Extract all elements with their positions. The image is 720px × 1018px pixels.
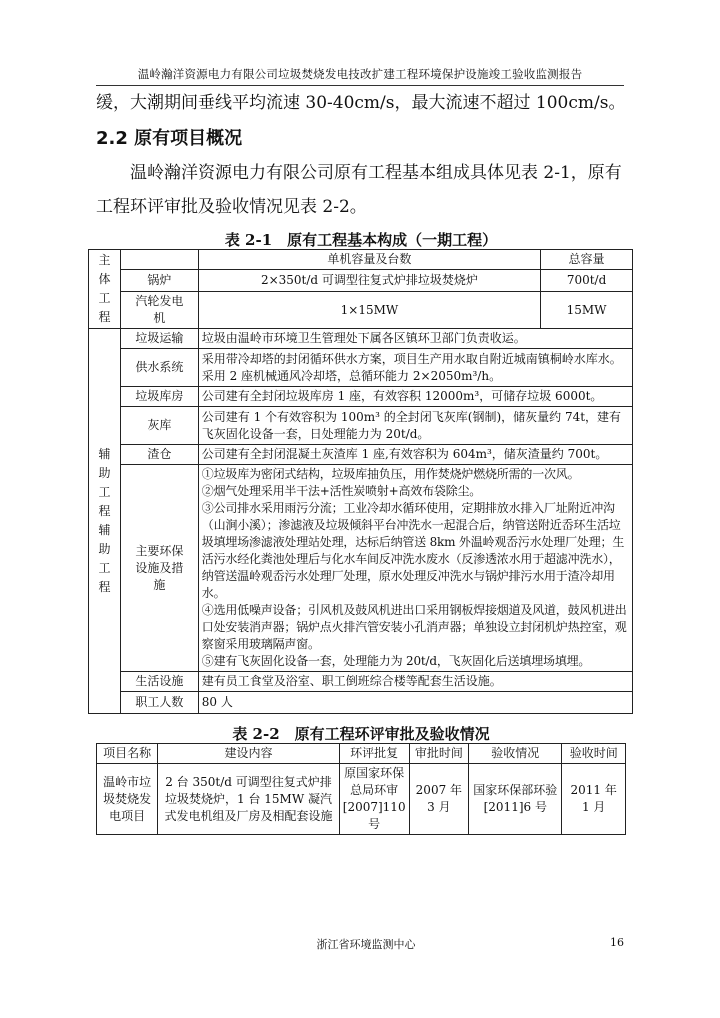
cell-acceptance: 国家环保部环验[2011]6 号 <box>469 764 562 835</box>
main-project-label: 主 体 工 程 <box>89 250 121 329</box>
row-detail: 公司建有全封闭垃圾库房 1 座，有效容积 12000m³，可储存垃圾 6000t。 <box>198 387 632 407</box>
page-header: 温岭瀚洋资源电力有限公司垃圾焚烧发电技改扩建工程环境保护设施竣工验收监测报告 <box>96 66 624 86</box>
row-total: 15MW <box>541 292 633 329</box>
header-total: 总容量 <box>541 250 633 270</box>
table-row <box>89 329 633 349</box>
row-name: 渣仓 <box>120 445 198 465</box>
table2-caption: 表 2-2 原有工程环评审批及验收情况 <box>232 725 490 743</box>
row-name: 汽轮发电 机 <box>120 292 198 329</box>
cell-construction: 2 台 350t/d 可调型往复式炉排垃圾焚烧炉，1 台 15MW 凝汽式发电机组及厂房及相配套设施 <box>158 764 340 835</box>
row-detail: 80 人 <box>198 692 632 714</box>
table-row <box>97 744 626 764</box>
col-header: 环评批复 <box>339 744 409 764</box>
row-name: 垃圾库房 <box>120 387 198 407</box>
table-row <box>89 692 633 714</box>
row-detail: 建有员工食堂及浴室、职工倒班综合楼等配套生活设施。 <box>198 672 632 692</box>
row-name: 主要环保 设施及措 施 <box>120 465 198 672</box>
row-detail: 采用带冷却塔的封闭循环供水方案，项目生产用水取自附近城南镇桐岭水库水。采用 2 座机械通风冷却塔，总循环能力 2×2050m³/h。 <box>198 349 632 387</box>
table1-caption: 表 2-1 原有工程基本构成（一期工程） <box>224 231 498 249</box>
table-row <box>97 764 626 835</box>
col-header: 验收情况 <box>469 744 562 764</box>
row-detail: ①垃圾库为密闭式结构，垃圾库抽负压，用作焚烧炉燃烧所需的一次风。 ②烟气处理采用半干法+活性炭喷射+高效布袋除尘。 ③公司排水采用雨污分流；工业冷却水循环使用，定期排放水排入厂址附近冲沟（山涧小溪）；渗滤液及垃圾倾斜平台冲洗水一起混合后，纳管送附近岙环生活垃圾填埋场渗滤液处理站处理，达标后纳管送 8km 外温岭观岙污水处理厂处理；生活污水经化粪池处理后与化水车间反冲洗水废水（反渗透浓水用于超滤冲洗水），纳管送温岭观岙污水处理厂处理，原水处理反冲洗水与锅炉排污水用于渣冷却用水。 ④选用低噪声设备；引风机及鼓风机进出口采用钢板焊接烟道及风道，鼓风机进出口处安装消声器；锅炉点火排汽管安装小孔消声器；单独设立封闭机炉热控室，观察窗采用玻璃隔声窗。 ⑤建有飞灰固化设备一套，处理能力为 20t/d，飞灰固化后送填埋场填埋。 <box>198 465 632 672</box>
table-row <box>89 407 633 445</box>
col-header: 项目名称 <box>97 744 158 764</box>
table-row <box>89 387 633 407</box>
row-name: 职工人数 <box>120 692 198 714</box>
page-number: 16 <box>610 936 624 949</box>
table-basic-composition <box>88 249 633 714</box>
cell-approval-date: 2007 年 3 月 <box>409 764 469 835</box>
row-name: 垃圾运输 <box>120 329 198 349</box>
table-row <box>89 465 633 672</box>
row-name: 生活设施 <box>120 672 198 692</box>
table-approval-status <box>96 743 626 835</box>
row-name: 锅炉 <box>120 270 198 292</box>
row-detail: 2×350t/d 可调型往复式炉排垃圾焚烧炉 <box>198 270 540 292</box>
row-name: 供水系统 <box>120 349 198 387</box>
col-header: 审批时间 <box>409 744 469 764</box>
row-detail: 公司建有全封闭混凝土灰渣库 1 座,有效容积为 604m³，储灰渣量约 700t。 <box>198 445 632 465</box>
footer-org: 浙江省环境监测中心 <box>316 938 416 951</box>
intro-paragraph: 缓，大潮期间垂线平均流速 30-40cm/s，最大流速不超过 100cm/s。 <box>96 93 626 113</box>
table-row <box>89 292 633 329</box>
col-header: 验收时间 <box>562 744 626 764</box>
cell-eia-approval: 原国家环保总局环审[2007]110 号 <box>339 764 409 835</box>
col-header: 建设内容 <box>158 744 340 764</box>
row-total: 700t/d <box>541 270 633 292</box>
table-row <box>89 250 633 270</box>
row-detail: 垃圾由温岭市环境卫生管理处下属各区镇环卫部门负责收运。 <box>198 329 632 349</box>
header-capacity: 单机容量及台数 <box>198 250 540 270</box>
row-detail: 公司建有 1 个有效容积为 100m³ 的全封闭飞灰库(钢制)，储灰量约 74t，建有飞灰固化设备一套，日处理能力为 20t/d。 <box>198 407 632 445</box>
cell-acceptance-date: 2011 年 1 月 <box>562 764 626 835</box>
table-row <box>89 445 633 465</box>
cell-project-name: 温岭市垃圾焚烧发电项目 <box>97 764 158 835</box>
section-heading: 2.2 原有项目概况 <box>96 128 243 149</box>
table-row <box>89 672 633 692</box>
row-detail: 1×15MW <box>198 292 540 329</box>
section-paragraph: 温岭瀚洋资源电力有限公司原有工程基本组成具体见表 2-1，原有工程环评审批及验收情况见表 2-2。 <box>96 163 622 217</box>
row-name: 灰库 <box>120 407 198 445</box>
table-row <box>89 270 633 292</box>
table-row <box>89 349 633 387</box>
aux-project-label: 辅 助 工 程 辅 助 工 程 <box>89 329 121 714</box>
